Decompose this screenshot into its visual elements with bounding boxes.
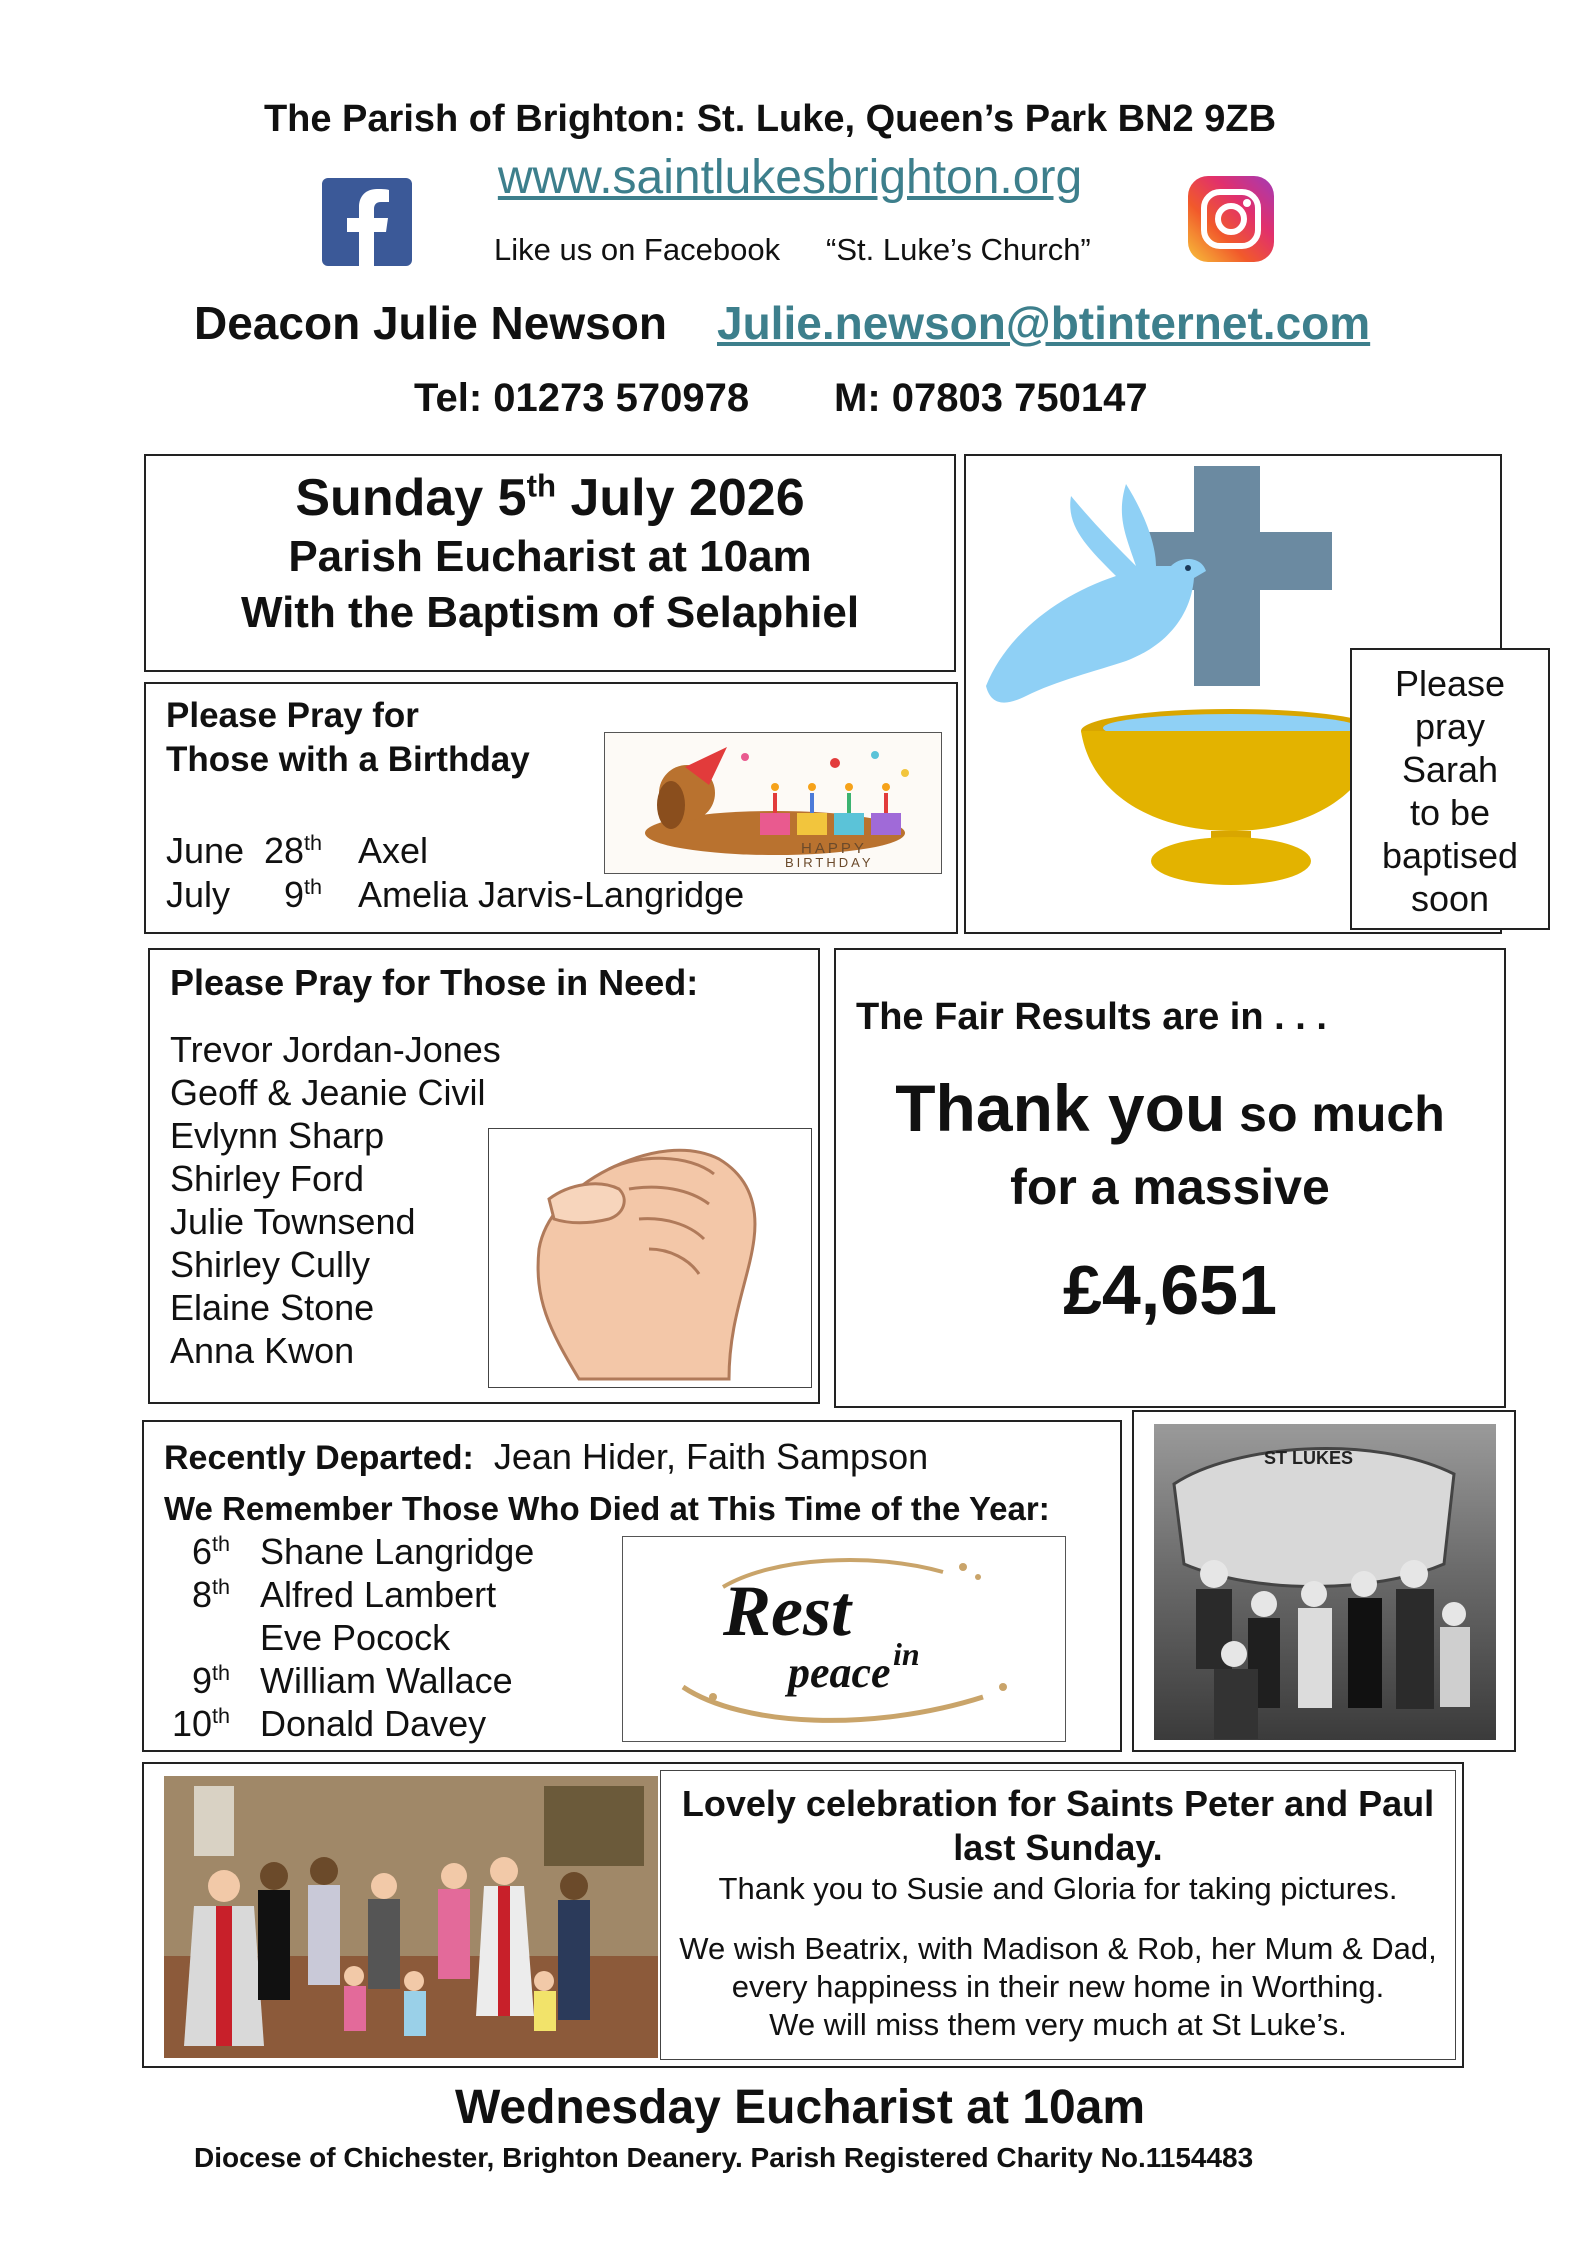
note-line: baptised xyxy=(1381,835,1519,876)
remember-name: Eve Pocock xyxy=(260,1617,451,1658)
birthday-banner-line1: HAPPY xyxy=(801,840,867,857)
rip-line3: peace xyxy=(788,1648,891,1697)
note-line: Sarah xyxy=(1401,749,1499,790)
birthday-heading-2: Those with a Birthday xyxy=(166,740,530,779)
remember-row xyxy=(162,1702,602,1745)
baptism-note xyxy=(1350,648,1550,930)
departed-line xyxy=(164,1436,928,1478)
service-date: Sunday 5th July 2026 xyxy=(295,468,805,527)
birthday-name: Axel xyxy=(358,830,429,871)
need-name: Trevor Jordan-Jones xyxy=(170,1029,501,1070)
need-name: Elaine Stone xyxy=(170,1287,375,1328)
fair-thanks-big: Thank you xyxy=(895,1071,1226,1145)
need-name: Anna Kwon xyxy=(170,1330,355,1371)
tel-number: Tel: 01273 570978 xyxy=(414,376,750,420)
remember-name: Donald Davey xyxy=(260,1703,487,1744)
remember-day: 8th xyxy=(191,1574,230,1615)
fair-massive: for a massive xyxy=(1010,1159,1330,1215)
facebook-text: Like us on Facebook xyxy=(494,232,781,267)
need-name: Shirley Ford xyxy=(170,1158,365,1199)
birthday-month: July xyxy=(166,874,231,915)
rip-line2: in xyxy=(893,1636,920,1672)
celebration-title-1: Lovely celebration for Saints Peter and Paul xyxy=(681,1783,1435,1824)
fair-thanks-small: so much xyxy=(1225,1086,1445,1142)
departed-box xyxy=(142,1420,1122,1752)
celebration-text-panel xyxy=(660,1770,1456,2060)
service-box xyxy=(144,454,956,672)
photo-banner-text: ST LUKES xyxy=(1264,1448,1354,1468)
note-line: soon xyxy=(1410,878,1490,919)
remember-name: Shane Langridge xyxy=(260,1531,535,1572)
deacon-email[interactable]: Julie.newson@btinternet.com xyxy=(717,297,1371,349)
facebook-icon[interactable] xyxy=(322,178,412,266)
birthday-dog-illustration xyxy=(605,733,941,873)
service-baptism: With the Baptism of Selaphiel xyxy=(240,588,860,637)
remember-row xyxy=(162,1616,602,1659)
remember-heading: We Remember Those Who Died at This Time of the Year: xyxy=(164,1490,1050,1527)
parish-line: The Parish of Brighton: St. Luke, Queen’s Park BN2 9ZB xyxy=(263,98,1277,140)
need-name: Geoff & Jeanie Civil xyxy=(170,1072,486,1113)
birthday-name: Amelia Jarvis-Langridge xyxy=(358,874,745,915)
birthday-day: 28th xyxy=(264,830,323,871)
celebration-thanks: Thank you to Susie and Gloria for taking pictures. xyxy=(718,1871,1398,1906)
remember-day: 6th xyxy=(191,1531,230,1572)
fair-thanks xyxy=(836,1070,1504,1146)
website-link[interactable]: www.saintlukesbrighton.org xyxy=(497,151,1083,204)
birthday-banner-line2: BIRTHDAY xyxy=(785,855,874,870)
praying-hands-image xyxy=(488,1128,812,1388)
service-eucharist: Parish Eucharist at 10am xyxy=(288,532,812,581)
remember-name: Alfred Lambert xyxy=(260,1574,497,1615)
old-photo-frame xyxy=(1132,1410,1516,1752)
rest-in-peace-image xyxy=(622,1536,1066,1742)
birthday-heading-1: Please Pray for xyxy=(166,696,419,735)
remember-row xyxy=(162,1530,602,1573)
need-name: Evlynn Sharp xyxy=(170,1115,385,1156)
remember-row xyxy=(162,1659,602,1702)
celebration-wish-3: We will miss them very much at St Luke’s. xyxy=(769,2007,1347,2042)
celebration-title-2: last Sunday. xyxy=(953,1827,1163,1868)
remember-day: 10th xyxy=(171,1703,230,1744)
birthday-month: June xyxy=(166,830,245,871)
need-heading: Please Pray for Those in Need: xyxy=(170,962,699,1003)
celebration-wish-1: We wish Beatrix, with Madison & Rob, her Mum & Dad, xyxy=(679,1931,1437,1966)
praying-hands-icon xyxy=(489,1129,811,1387)
instagram-text: “St. Luke’s Church” xyxy=(826,232,1091,267)
wednesday-eucharist: Wednesday Eucharist at 10am xyxy=(454,2081,1146,2134)
need-box xyxy=(148,948,820,1404)
diocese-line: Diocese of Chichester, Brighton Deanery. Parish Registered Charity No.1154483 xyxy=(194,2142,1254,2173)
birthday-image xyxy=(604,732,942,874)
rip-line1: Rest xyxy=(723,1571,852,1651)
remember-name: William Wallace xyxy=(260,1660,513,1701)
departed-label: Recently Departed: xyxy=(164,1439,474,1477)
fair-heading: The Fair Results are in . . . xyxy=(856,996,1327,1038)
mobile-number: M: 07803 750147 xyxy=(834,376,1148,420)
celebration-photo xyxy=(164,1776,658,2058)
remember-day: 9th xyxy=(191,1660,230,1701)
deacon-label: Deacon Julie Newson xyxy=(194,297,667,349)
need-name: Shirley Cully xyxy=(170,1244,371,1285)
departed-names: Jean Hider, Faith Sampson xyxy=(493,1436,929,1477)
old-photo-scene xyxy=(1154,1424,1496,1740)
fair-amount: £4,651 xyxy=(1062,1251,1278,1329)
old-photo xyxy=(1154,1424,1496,1740)
birthday-box xyxy=(144,682,958,934)
note-line: pray xyxy=(1414,706,1486,747)
celebration-wish-2: every happiness in their new home in Worthing. xyxy=(731,1969,1385,2004)
rest-in-peace-graphic xyxy=(623,1537,1065,1741)
note-line: Please xyxy=(1394,663,1506,704)
fair-box xyxy=(834,948,1506,1408)
celebration-photo-scene xyxy=(164,1776,658,2058)
need-name: Julie Townsend xyxy=(170,1201,416,1242)
remember-row xyxy=(162,1573,602,1616)
birthday-day: 9th xyxy=(284,874,323,915)
celebration-box xyxy=(142,1762,1464,2068)
instagram-icon[interactable] xyxy=(1188,176,1274,262)
note-line: to be xyxy=(1409,792,1491,833)
